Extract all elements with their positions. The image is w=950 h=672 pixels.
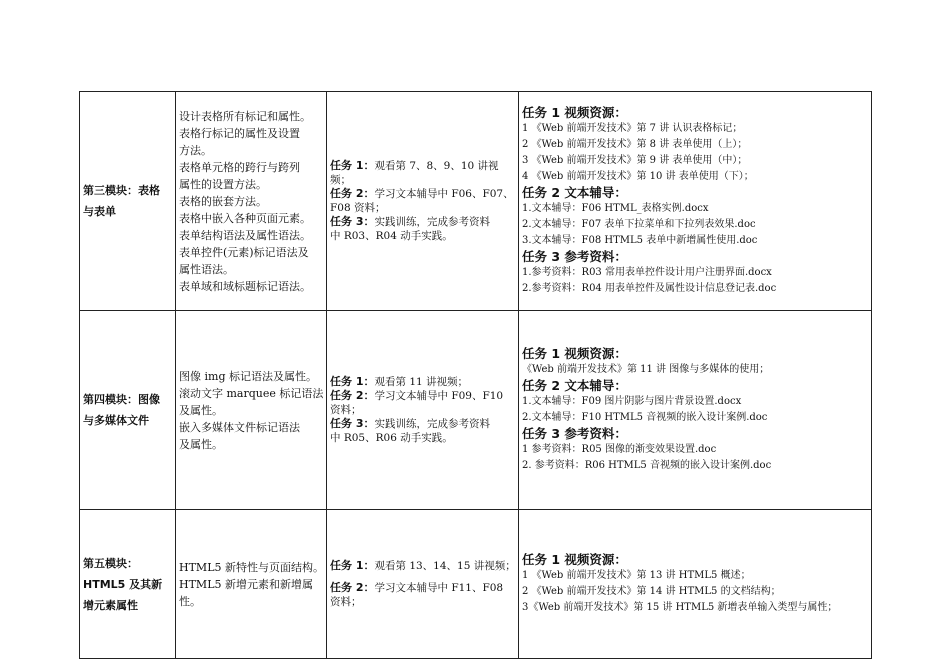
task-text: 资料； bbox=[330, 596, 362, 608]
task-line bbox=[330, 389, 515, 403]
resource-item: 2 《Web 前端开发技术》第 8 讲 表单使用（上）； bbox=[522, 139, 748, 150]
task-label: 任务 3： bbox=[330, 417, 375, 430]
task-line bbox=[330, 595, 515, 609]
resource-heading: 任务 1 视频资源： bbox=[522, 552, 627, 567]
goal-line: 属性语法。 bbox=[179, 262, 234, 276]
module-name-line: 与表单 bbox=[83, 205, 116, 218]
module-name-line: 第四模块：图像 bbox=[83, 393, 160, 406]
goal-line: 图像 img 标记语法及属性。 bbox=[179, 369, 317, 383]
task-text: 学习文本辅导中 F09、F10 bbox=[374, 390, 504, 402]
task-line bbox=[330, 215, 515, 229]
task-label: 任务 2： bbox=[330, 581, 375, 594]
resources-cell bbox=[519, 92, 872, 311]
module-name-line: 与多媒体文件 bbox=[83, 414, 149, 427]
resource-item: 1 《Web 前端开发技术》第 13 讲 HTML5 概述； bbox=[522, 570, 751, 581]
task-line bbox=[330, 431, 515, 445]
resource-item: 《Web 前端开发技术》第 11 讲 图像与多媒体的使用； bbox=[522, 364, 770, 375]
task-label: 任务 2： bbox=[330, 187, 375, 200]
resource-item: 3.文本辅导：F08 HTML5 表单中新增属性使用.doc bbox=[522, 235, 758, 246]
task-text: 观看第 13、14、15 讲视频； bbox=[374, 560, 516, 572]
task-line bbox=[330, 229, 515, 243]
course-plan-table bbox=[79, 91, 872, 659]
module-name-line: 增元素属性 bbox=[83, 598, 138, 612]
goal-line: HTML5 新特性与页面结构。 bbox=[179, 560, 324, 574]
module-name-line: 第三模块：表格 bbox=[83, 184, 160, 197]
resource-heading: 任务 3 参考资料： bbox=[522, 249, 627, 264]
task-text: F08 资料； bbox=[330, 202, 386, 214]
resource-heading: 任务 2 文本辅导： bbox=[522, 378, 627, 393]
task-line bbox=[330, 187, 515, 201]
learning-goals-cell bbox=[176, 311, 327, 510]
resource-item: 1.文本辅导：F06 HTML_表格实例.docx bbox=[522, 203, 709, 214]
task-line bbox=[330, 375, 515, 389]
task-text: 观看第 11 讲视频； bbox=[374, 376, 469, 388]
task-label: 任务 1： bbox=[330, 159, 375, 172]
resource-heading: 任务 1 视频资源： bbox=[522, 346, 627, 361]
task-text: 观看第 7、8、9、10 讲视 bbox=[374, 160, 499, 172]
resource-heading: 任务 2 文本辅导： bbox=[522, 185, 627, 200]
resource-item: 3 《Web 前端开发技术》第 9 讲 表单使用（中）； bbox=[522, 155, 748, 166]
task-line bbox=[330, 559, 515, 573]
course-plan-body bbox=[80, 92, 872, 659]
learning-tasks-cell bbox=[327, 510, 519, 659]
task-line bbox=[330, 581, 515, 595]
goal-line: 表单控件(元素)标记语法及 bbox=[179, 245, 309, 259]
goal-line: 及属性。 bbox=[179, 403, 223, 417]
goal-line: 滚动文字 marquee 标记语法 bbox=[179, 386, 324, 400]
goal-line: 表格中嵌入各种页面元素。 bbox=[179, 211, 311, 225]
goal-line: 表单域和域标题标记语法。 bbox=[179, 279, 311, 293]
task-label: 任务 1： bbox=[330, 559, 375, 572]
module-name-cell bbox=[80, 92, 176, 311]
task-gap bbox=[330, 573, 515, 581]
task-line bbox=[330, 417, 515, 431]
task-label: 任务 2： bbox=[330, 389, 375, 402]
module-name-line: HTML5 及其新 bbox=[83, 577, 163, 591]
goal-line: 表格单元格的跨行与跨列 bbox=[179, 160, 300, 174]
goal-line: HTML5 新增元素和新增属 bbox=[179, 577, 313, 591]
task-text: 实践训练，完成参考资料 bbox=[374, 418, 490, 430]
module-row bbox=[80, 311, 872, 510]
task-text: 中 R05、R06 动手实践。 bbox=[330, 432, 453, 444]
resource-item: 4 《Web 前端开发技术》第 10 讲 表单使用（下）； bbox=[522, 171, 754, 182]
learning-tasks-cell bbox=[327, 92, 519, 311]
resource-item: 2.文本辅导：F07 表单下拉菜单和下拉列表效果.doc bbox=[522, 219, 756, 230]
learning-goals-cell bbox=[176, 92, 327, 311]
resource-item: 2. 参考资料：R06 HTML5 音视频的嵌入设计案例.doc bbox=[522, 460, 772, 471]
learning-tasks-cell bbox=[327, 311, 519, 510]
resource-item: 2.参考资料：R04 用表单控件及属性设计信息登记表.doc bbox=[522, 283, 777, 294]
task-label: 任务 1： bbox=[330, 375, 375, 388]
resource-item: 1 《Web 前端开发技术》第 7 讲 认识表格标记； bbox=[522, 123, 743, 134]
goal-line: 及属性。 bbox=[179, 437, 223, 451]
module-name-cell bbox=[80, 311, 176, 510]
learning-goals-cell bbox=[176, 510, 327, 659]
task-text: 频； bbox=[330, 174, 351, 186]
resource-heading: 任务 3 参考资料： bbox=[522, 426, 627, 441]
goal-line: 属性的设置方法。 bbox=[179, 177, 267, 191]
resource-item: 3《Web 前端开发技术》第 15 讲 HTML5 新增表单输入类型与属性； bbox=[522, 602, 838, 613]
goal-line: 设计表格所有标记和属性。 bbox=[179, 109, 311, 123]
task-line bbox=[330, 159, 515, 173]
goal-line: 表格行标记的属性及设置 bbox=[179, 126, 300, 140]
task-label: 任务 3： bbox=[330, 215, 375, 228]
goal-line: 方法。 bbox=[179, 143, 212, 157]
resource-item: 1.文本辅导：F09 图片阴影与图片背景设置.docx bbox=[522, 396, 742, 407]
module-row bbox=[80, 510, 872, 659]
task-text: 实践训练，完成参考资料 bbox=[374, 216, 490, 228]
goal-line: 嵌入多媒体文件标记语法 bbox=[179, 420, 300, 434]
task-line bbox=[330, 173, 515, 187]
resources-cell bbox=[519, 311, 872, 510]
goal-line: 表单结构语法及属性语法。 bbox=[179, 228, 311, 242]
task-text: 资料； bbox=[330, 404, 362, 416]
resource-heading: 任务 1 视频资源： bbox=[522, 105, 627, 120]
task-line bbox=[330, 403, 515, 417]
goal-line: 性。 bbox=[179, 594, 201, 608]
resources-cell bbox=[519, 510, 872, 659]
module-row bbox=[80, 92, 872, 311]
goal-line: 表格的嵌套方法。 bbox=[179, 194, 267, 208]
task-text: 学习文本辅导中 F06、F07、 bbox=[374, 188, 514, 200]
task-text: 中 R03、R04 动手实践。 bbox=[330, 230, 453, 242]
module-name-line: 第五模块： bbox=[83, 556, 138, 570]
resource-item: 1.参考资料：R03 常用表单控件设计用户注册界面.docx bbox=[522, 267, 772, 278]
resource-item: 2 《Web 前端开发技术》第 14 讲 HTML5 的文档结构； bbox=[522, 586, 781, 597]
resource-item: 2.文本辅导：F10 HTML5 音视频的嵌入设计案例.doc bbox=[522, 412, 768, 423]
task-text: 学习文本辅导中 F11、F08 bbox=[374, 582, 504, 594]
module-name-cell bbox=[80, 510, 176, 659]
task-line bbox=[330, 201, 515, 215]
resource-item: 1 参考资料：R05 图像的渐变效果设置.doc bbox=[522, 444, 717, 455]
